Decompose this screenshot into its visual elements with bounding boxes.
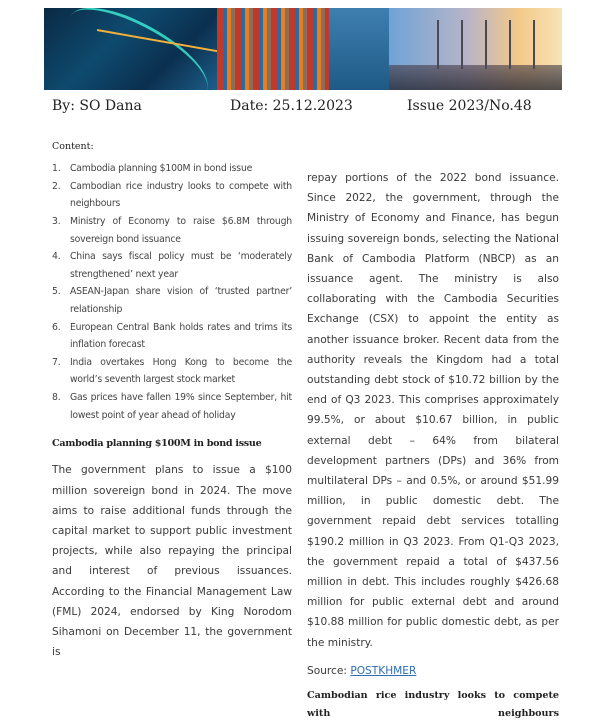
toc-item[interactable] bbox=[52, 213, 292, 248]
toc-number: 8. bbox=[52, 391, 61, 403]
toc-number: 6. bbox=[52, 321, 61, 333]
toc-item[interactable] bbox=[52, 319, 292, 354]
source-link[interactable]: POSTKHMER bbox=[350, 664, 417, 677]
left-column bbox=[52, 137, 292, 662]
toc-item[interactable] bbox=[52, 248, 292, 283]
toc-item[interactable] bbox=[52, 283, 292, 318]
toc-number: 4. bbox=[52, 251, 61, 263]
article-body-left: The government plans to issue a $100 million sovereign bond in 2024. The move aims to raise additional funds through the capital market to support public investment projects, while also repaying the principal and interest of previous issuances. According to the Financial Management Law (FML) 2024, endorsed by King Norodom Sihamoni on December 11, the government is bbox=[52, 464, 292, 659]
header-banner bbox=[44, 8, 562, 90]
toc-number: 7. bbox=[52, 356, 61, 368]
container-port-image bbox=[217, 8, 390, 90]
author: By: SO Dana bbox=[52, 98, 142, 114]
toc-item[interactable] bbox=[52, 178, 292, 213]
toc-text: European Central Bank holds rates and trims its inflation forecast bbox=[70, 321, 292, 351]
source-label: Source: bbox=[307, 664, 351, 677]
article-body-right: repay portions of the 2022 bond issuance. Since 2022, the government, through the Ministry of Economy and Finance, has begun issuing sovereign bonds, selecting the National Bank of Cambodia Platform (NBCP) as an issuance agent. The ministry is also collaborating with the Cambodia Securities Exchange (CSX) to appoint the entity as another issuance broker. Recent data from the authority reveals the Kingdom had a total outstanding debt stock of $10.72 billion by the end of Q3 2023. This comprises approximately 99.5%, or about $10.67 billion, in public external debt – 64% from bilateral development partners (DPs) and 36% from multilateral DPs – and 0.5%, or around $51.99 million, in public domestic debt. The government repaid debt services totalling $190.2 million in Q3 2023. From Q1-Q3 2023, the government repaid a total of $437.56 million in debt. This includes roughly $426.68 million for public external debt and around $10.88 million for public domestic debt, as per the ministry. bbox=[307, 172, 559, 649]
toc-label: Content: bbox=[52, 141, 94, 152]
toc-text: Ministry of Economy to raise $6.8M through sovereign bond issuance bbox=[70, 215, 292, 245]
toc-number: 1. bbox=[52, 163, 61, 175]
toc-text: India overtakes Hong Kong to become the world’s seventh largest stock market bbox=[70, 356, 292, 386]
toc-number: 5. bbox=[52, 286, 61, 298]
issue-number: Issue 2023/No.48 bbox=[407, 98, 532, 114]
toc-item[interactable] bbox=[52, 354, 292, 389]
table-of-contents bbox=[52, 160, 292, 424]
toc-item[interactable] bbox=[52, 389, 292, 424]
article-title: Cambodian rice industry looks to compete with neighbours bbox=[307, 690, 559, 720]
stock-chart-image bbox=[44, 8, 217, 90]
toc-text: ASEAN-Japan share vision of ‘trusted partner’ relationship bbox=[70, 286, 292, 315]
toc-number: 3. bbox=[52, 215, 61, 227]
toc-item[interactable] bbox=[52, 160, 292, 178]
right-column bbox=[307, 168, 559, 723]
article-title: Cambodia planning $100M in bond issue bbox=[52, 438, 262, 450]
toc-text: Cambodian rice industry looks to compete with neighbours bbox=[70, 180, 292, 210]
issue-date: Date: 25.12.2023 bbox=[230, 98, 353, 114]
toc-text: Cambodia planning $100M in bond issue bbox=[70, 163, 253, 175]
newsletter-meta bbox=[52, 98, 562, 118]
power-lines-image bbox=[389, 8, 562, 90]
toc-text: China says fiscal policy must be ‘moderately strengthened’ next year bbox=[70, 251, 292, 280]
toc-number: 2. bbox=[52, 180, 61, 192]
source-line bbox=[307, 661, 559, 681]
toc-text: Gas prices have fallen 19% since September, hit lowest point of year ahead of holiday bbox=[70, 391, 292, 421]
